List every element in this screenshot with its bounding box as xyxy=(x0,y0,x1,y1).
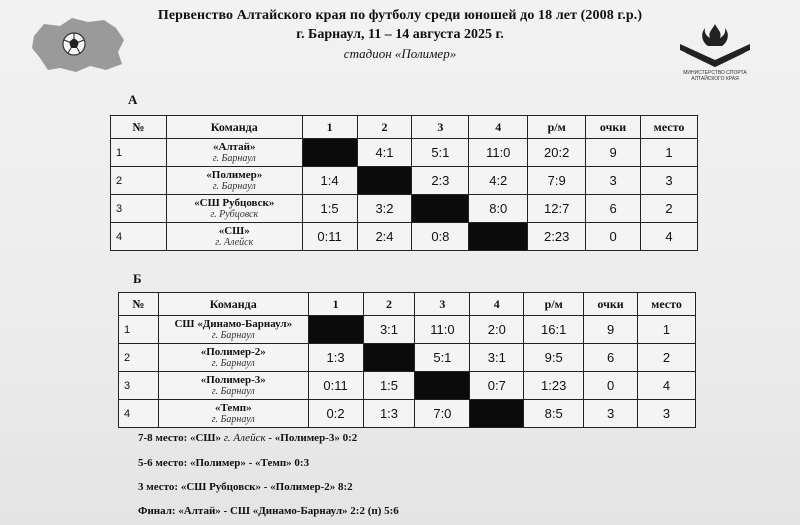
team-cell xyxy=(158,344,308,372)
goal-difference: 8:5 xyxy=(524,400,584,428)
points: 6 xyxy=(586,195,641,223)
team-city: г. Барнаул xyxy=(211,329,255,341)
match-score: 3:1 xyxy=(363,316,415,344)
match-score: 5:1 xyxy=(415,344,470,372)
col-header-points: очки xyxy=(586,116,641,139)
result-7-8-place xyxy=(138,432,357,444)
team-city: г. Барнаул xyxy=(212,152,256,164)
self-match-cell xyxy=(412,195,469,223)
place: 4 xyxy=(641,223,698,251)
match-score: 5:1 xyxy=(412,139,469,167)
goal-difference: 16:1 xyxy=(524,316,584,344)
col-header-place: место xyxy=(638,293,696,316)
points: 3 xyxy=(586,167,641,195)
match-score: 3:2 xyxy=(357,195,412,223)
team-city: г. Рубцовск xyxy=(210,208,259,220)
match-score: 11:0 xyxy=(415,316,470,344)
table-row xyxy=(119,316,696,344)
points: 0 xyxy=(586,223,641,251)
match-score: 0:8 xyxy=(412,223,469,251)
match-score: 4:2 xyxy=(469,167,528,195)
match-score: 1:4 xyxy=(302,167,357,195)
goal-difference: 20:2 xyxy=(528,139,586,167)
match-score: 0:11 xyxy=(308,372,363,400)
team-city: г. Барнаул xyxy=(211,357,255,369)
group-b-table xyxy=(118,292,696,428)
col-header-goals: р/м xyxy=(528,116,586,139)
table-header-row xyxy=(111,116,698,139)
team-name: «Темп» xyxy=(214,401,252,414)
goal-difference: 12:7 xyxy=(528,195,586,223)
col-header-2: 2 xyxy=(357,116,412,139)
row-number: 4 xyxy=(119,400,159,428)
match-score: 1:5 xyxy=(302,195,357,223)
match-score: 0:2 xyxy=(308,400,363,428)
group-a-table xyxy=(110,115,698,251)
team-name: «Полимер-3» xyxy=(200,373,266,386)
points: 0 xyxy=(584,372,638,400)
result-final: Финал: «Алтай» - СШ «Динамо-Барнаул» 2:2 (п) 5:6 xyxy=(138,505,399,517)
self-match-cell xyxy=(308,316,363,344)
table-row xyxy=(111,167,698,195)
team-city: г. Барнаул xyxy=(211,413,255,425)
team-name: «Полимер-2» xyxy=(200,345,266,358)
col-header-team: Команда xyxy=(158,293,308,316)
table-header-row xyxy=(119,293,696,316)
result-7-8-score: - «Полимер-3» 0:2 xyxy=(268,432,358,444)
team-city: г. Алейск xyxy=(215,236,254,248)
match-score: 1:3 xyxy=(308,344,363,372)
match-score: 0:11 xyxy=(302,223,357,251)
team-name: СШ «Динамо-Барнаул» xyxy=(174,317,293,330)
goal-difference: 2:23 xyxy=(528,223,586,251)
goal-difference: 9:5 xyxy=(524,344,584,372)
table-row xyxy=(119,344,696,372)
self-match-cell xyxy=(470,400,524,428)
goal-difference: 1:23 xyxy=(524,372,584,400)
match-score: 7:0 xyxy=(415,400,470,428)
row-number: 3 xyxy=(111,195,167,223)
result-7-8-text: 7-8 место: «СШ» xyxy=(138,432,221,444)
stadium-name: стадион «Полимер» xyxy=(343,46,457,61)
points: 9 xyxy=(586,139,641,167)
self-match-cell xyxy=(302,139,357,167)
place: 1 xyxy=(638,316,696,344)
team-cell xyxy=(158,400,308,428)
table-row xyxy=(111,139,698,167)
match-score: 2:0 xyxy=(470,316,524,344)
row-number: 2 xyxy=(119,344,159,372)
match-score: 8:0 xyxy=(469,195,528,223)
row-number: 2 xyxy=(111,167,167,195)
place: 1 xyxy=(641,139,698,167)
championship-title: Первенство Алтайского края по футболу среди юношей до 18 лет (2008 г.р.) xyxy=(157,8,643,23)
col-header-number: № xyxy=(111,116,167,139)
place: 2 xyxy=(641,195,698,223)
team-cell xyxy=(166,223,302,251)
match-score: 2:3 xyxy=(412,167,469,195)
team-name: «Алтай» xyxy=(213,140,256,153)
col-header-team: Команда xyxy=(166,116,302,139)
team-cell xyxy=(166,139,302,167)
place: 3 xyxy=(641,167,698,195)
table-row xyxy=(119,372,696,400)
team-city: г. Барнаул xyxy=(211,385,255,397)
row-number: 1 xyxy=(111,139,167,167)
place: 3 xyxy=(638,400,696,428)
match-score: 4:1 xyxy=(357,139,412,167)
col-header-goals: р/м xyxy=(524,293,584,316)
match-score: 2:4 xyxy=(357,223,412,251)
self-match-cell xyxy=(363,344,415,372)
result-7-8-city: г. Алейск xyxy=(223,432,266,444)
place: 2 xyxy=(638,344,696,372)
group-b-label: Б xyxy=(133,271,142,286)
team-cell xyxy=(158,316,308,344)
match-score: 1:5 xyxy=(363,372,415,400)
result-5-6-place: 5-6 место: «Полимер» - «Темп» 0:3 xyxy=(138,457,310,469)
row-number: 1 xyxy=(119,316,159,344)
team-city: г. Барнаул xyxy=(212,180,256,192)
table-row xyxy=(119,400,696,428)
col-header-points: очки xyxy=(584,293,638,316)
place: 4 xyxy=(638,372,696,400)
ministry-of-sport-logo xyxy=(670,20,760,90)
self-match-cell xyxy=(357,167,412,195)
self-match-cell xyxy=(469,223,528,251)
points: 3 xyxy=(584,400,638,428)
col-header-3: 3 xyxy=(415,293,470,316)
team-cell xyxy=(166,195,302,223)
group-a-label: А xyxy=(128,92,138,107)
match-score: 11:0 xyxy=(469,139,528,167)
points: 9 xyxy=(584,316,638,344)
col-header-4: 4 xyxy=(469,116,528,139)
col-header-place: место xyxy=(641,116,698,139)
self-match-cell xyxy=(415,372,470,400)
row-number: 3 xyxy=(119,372,159,400)
match-score: 1:3 xyxy=(363,400,415,428)
team-name: «СШ Рубцовск» xyxy=(194,196,275,209)
col-header-1: 1 xyxy=(308,293,363,316)
match-score: 0:7 xyxy=(470,372,524,400)
championship-dates: г. Барнаул, 11 – 14 августа 2025 г. xyxy=(296,27,504,42)
col-header-1: 1 xyxy=(302,116,357,139)
goal-difference: 7:9 xyxy=(528,167,586,195)
team-cell xyxy=(166,167,302,195)
table-row xyxy=(111,195,698,223)
team-cell xyxy=(158,372,308,400)
points: 6 xyxy=(584,344,638,372)
col-header-4: 4 xyxy=(470,293,524,316)
team-name: «Полимер» xyxy=(206,168,263,181)
match-score: 3:1 xyxy=(470,344,524,372)
ministry-caption: МИНИСТЕРСТВО СПОРТА АЛТАЙСКОГО КРАЯ xyxy=(683,70,747,82)
col-header-3: 3 xyxy=(412,116,469,139)
result-3rd-place: 3 место: «СШ Рубцовск» - «Полимер-2» 8:2 xyxy=(138,481,353,493)
table-row xyxy=(111,223,698,251)
row-number: 4 xyxy=(111,223,167,251)
col-header-2: 2 xyxy=(363,293,415,316)
team-name: «СШ» xyxy=(218,224,250,237)
col-header-number: № xyxy=(119,293,159,316)
